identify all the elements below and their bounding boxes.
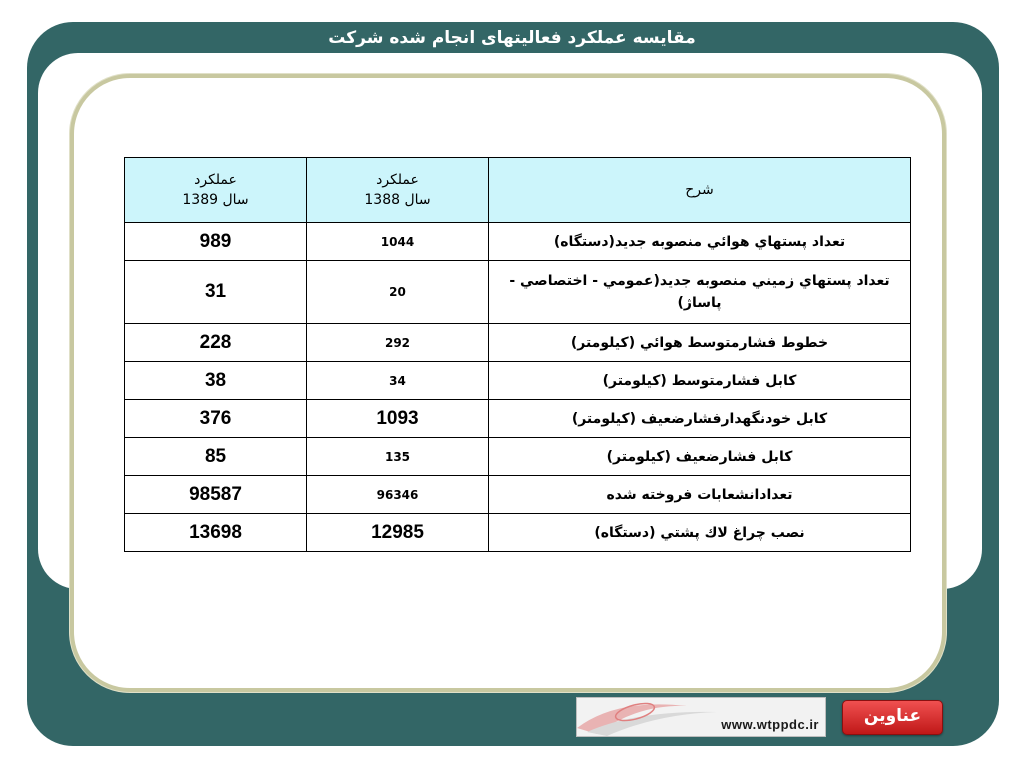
row-1389-value: 376 xyxy=(125,400,307,438)
header-1388 xyxy=(307,158,489,223)
row-1389-value: 38 xyxy=(125,362,307,400)
header-1389 xyxy=(125,158,307,223)
company-logo-link[interactable] xyxy=(576,697,826,737)
table-row xyxy=(125,400,911,438)
row-desc: كابل فشارمتوسط (كيلومتر) xyxy=(489,362,911,400)
header-1388-line1: عملکرد xyxy=(376,172,419,188)
table-row xyxy=(125,324,911,362)
row-1388-value: 135 xyxy=(307,438,489,476)
row-1389-value: 31 xyxy=(125,261,307,324)
row-1388-value: 292 xyxy=(307,324,489,362)
row-desc: تعداد پستهاي زميني منصوبه جديد(عمومي - اختصاصي - پاساژ) xyxy=(489,261,911,324)
row-desc: كابل فشارضعيف (كيلومتر) xyxy=(489,438,911,476)
row-1388-value: 1093 xyxy=(307,400,489,438)
header-1389-line2: سال 1389 xyxy=(182,192,249,208)
header-1389-line1: عملکرد xyxy=(194,172,237,188)
row-desc: خطوط فشارمتوسط هوائي (كيلومتر) xyxy=(489,324,911,362)
table-row xyxy=(125,514,911,552)
row-desc: تعدادانشعابات فروخته شده xyxy=(489,476,911,514)
row-desc: نصب چراغ لاك پشتي (دستگاه) xyxy=(489,514,911,552)
row-1389-value: 228 xyxy=(125,324,307,362)
row-1388-value: 12985 xyxy=(307,514,489,552)
row-desc: تعداد پستهاي هوائي منصوبه جديد(دستگاه) xyxy=(489,223,911,261)
header-desc: شرح xyxy=(489,158,911,223)
row-1389-value: 13698 xyxy=(125,514,307,552)
table-row xyxy=(125,261,911,324)
table-row xyxy=(125,438,911,476)
table-row xyxy=(125,223,911,261)
table-header-row xyxy=(125,158,911,223)
row-1389-value: 85 xyxy=(125,438,307,476)
row-1389-value: 98587 xyxy=(125,476,307,514)
row-1388-value: 96346 xyxy=(307,476,489,514)
header-1388-line2: سال 1388 xyxy=(364,192,431,208)
row-1389-value: 989 xyxy=(125,223,307,261)
table-row xyxy=(125,362,911,400)
row-1388-value: 20 xyxy=(307,261,489,324)
row-1388-value: 1044 xyxy=(307,223,489,261)
row-1388-value: 34 xyxy=(307,362,489,400)
row-desc: كابل خودنگهدارفشارضعيف (كيلومتر) xyxy=(489,400,911,438)
topics-button[interactable]: عناوین xyxy=(842,700,943,735)
slide-title: مقایسه عملکرد فعالیتهای انجام شده شرکت xyxy=(328,28,696,48)
performance-table xyxy=(124,157,911,552)
table-row xyxy=(125,476,911,514)
logo-text: www.wtppdc.ir xyxy=(721,717,819,732)
